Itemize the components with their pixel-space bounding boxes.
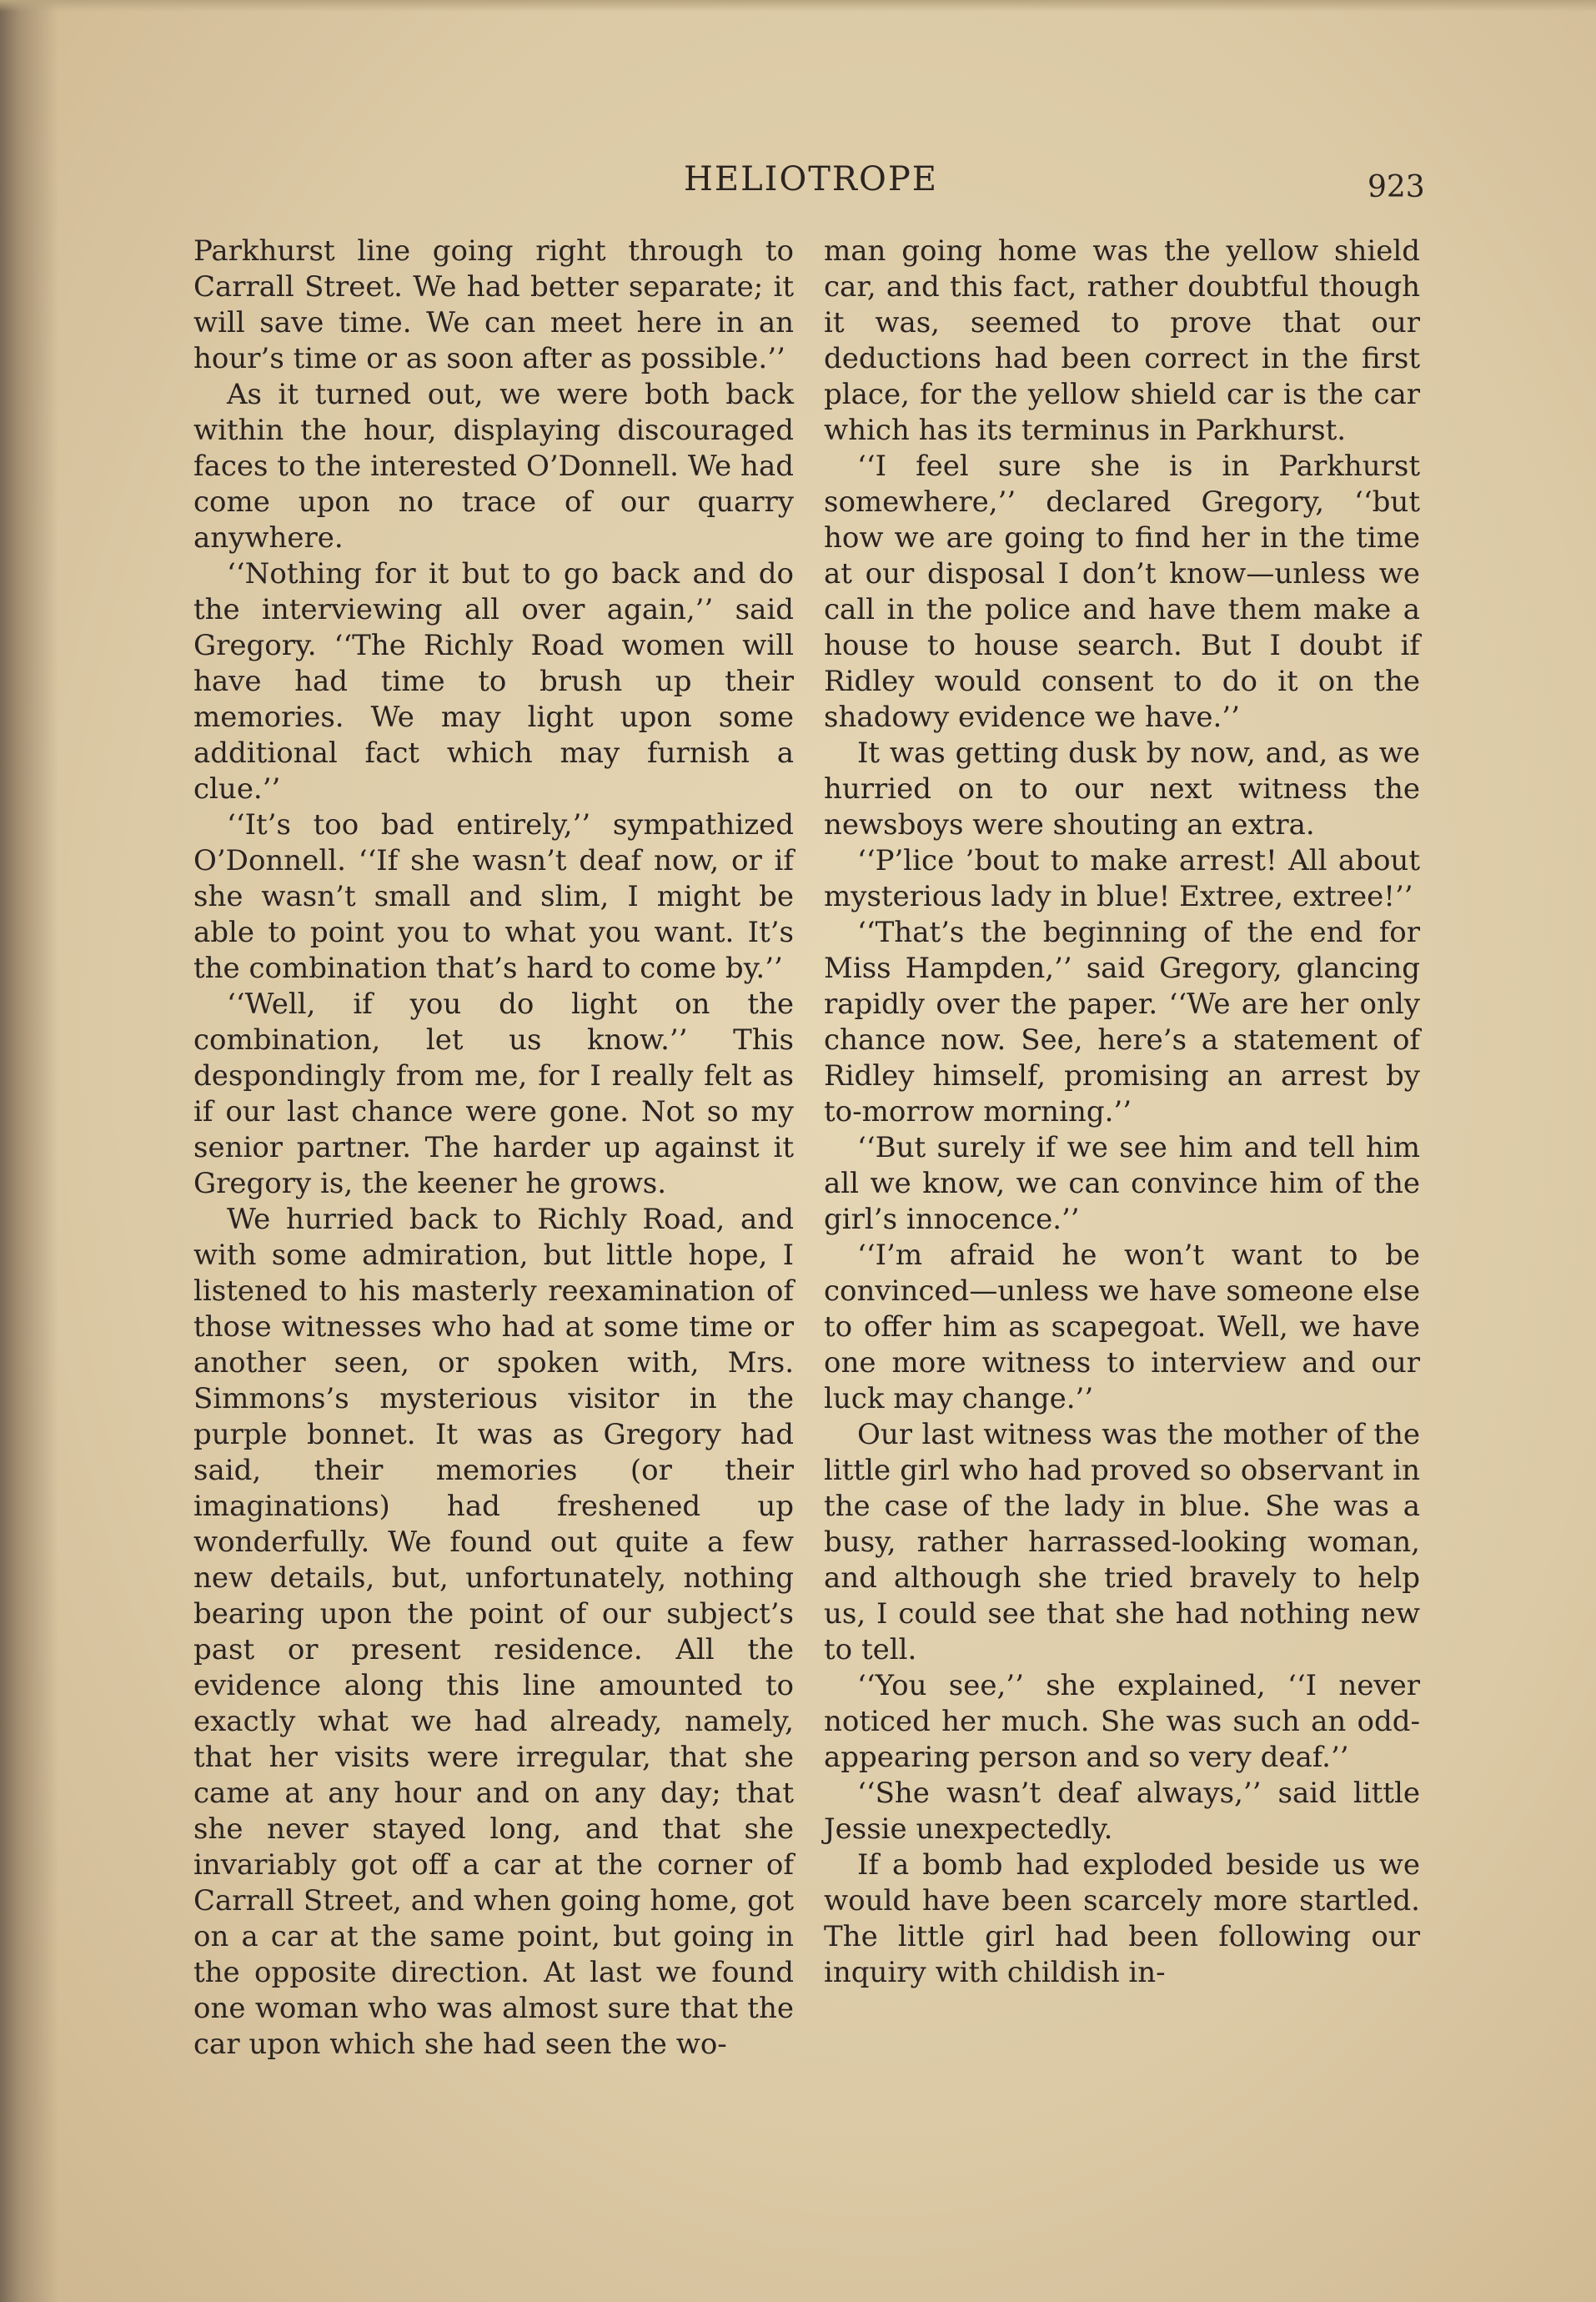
paragraph: ‘‘You see,’’ she explained, ‘‘I never noticed her much. She was such an odd-appearing person and so very deaf.’’ [824,1669,1420,1774]
paragraph: As it turned out, we were both back within the hour, displaying discouraged faces to the interested O’Donnell. We had come upon no trace of our quarry anywhere. [193,378,794,555]
paragraph: If a bomb had exploded beside us we would have been scarcely more startled. The little girl had been following our inquiry with childish in- [824,1848,1420,1989]
paragraph: ‘‘Nothing for it but to go back and do the interviewing all over again,’’ said Gregory. ‘‘The Richly Road women will have had time to brush up their memories. We may light upon some additional fact which may furnish a clue.’’ [193,557,794,806]
page-top-edge [0,0,1596,12]
paragraph: Parkhurst line going right through to Carrall Street. We had better separate; it will save time. We can meet here in an hour’s time or as soon after as possible.’’ [193,234,794,375]
paragraph: Our last witness was the mother of the little girl who had proved so observant in the case of the lady in blue. She was a busy, rather harrassed-looking woman, and although she tried bravely to help us, I could see that she had nothing new to tell. [824,1418,1420,1666]
running-title: HELIOTROPE [684,160,938,199]
paragraph: man going home was the yellow shield car, and this fact, rather doubtful though it was, seemed to prove that our deductions had been correct in the first place, for the yellow shield car is the car which has its terminus in Parkhurst. [824,234,1420,447]
page-number: 923 [1368,170,1425,204]
paragraph: We hurried back to Richly Road, and with some admiration, but little hope, I listened to his masterly reexamination of those witnesses who had at some time or another seen, or spoken with, Mrs. Simmons’s mysterious visitor in the purple bonnet. It was as Gregory had said, their memories (or their imaginations) had freshened up wonderfully. We found out quite a few new details, but, unfortunately, nothing bearing upon the point of our subject’s past or present residence. All the evidence along this line amounted to exactly what we had already, namely, that her visits were irregular, that she came at any hour and on any day; that she never stayed long, and that she invariably got off a car at the corner of Carrall Street, and when going home, got on a car at the same point, but going in the opposite direction. At last we found one woman who was almost sure that the car upon which she had seen the wo- [193,1203,794,2061]
paragraph: ‘‘It’s too bad entirely,’’ sympathized O’Donnell. ‘‘If she wasn’t deaf now, or if she wasn’t small and slim, I might be able to point you to what you want. It’s the combination that’s hard to come by.’’ [193,808,794,985]
binding-gutter-shadow [0,0,58,2302]
left-column [193,234,794,2063]
paragraph: ‘‘Well, if you do light on the combination, let us know.’’ This despondingly from me, for I really felt as if our last chance were gone. Not so my senior partner. The harder up against it Gregory is, the keener he grows. [193,988,794,1200]
paragraph: ‘‘P’lice ’bout to make arrest! All about mysterious lady in blue! Extree, extree!’’ [824,844,1420,913]
right-column [824,234,1420,1991]
paragraph: ‘‘She wasn’t deaf always,’’ said little Jessie unexpectedly. [824,1777,1420,1846]
paragraph: ‘‘But surely if we see him and tell him all we know, we can convince him of the girl’s innocence.’’ [824,1131,1420,1236]
paragraph: ‘‘I feel sure she is in Parkhurst somewhere,’’ declared Gregory, ‘‘but how we are going to find her in the time at our disposal I don’t know—unless we call in the police and have them make a house to house search. But I doubt if Ridley would consent to do it on the shadowy evidence we have.’’ [824,450,1420,734]
paragraph: ‘‘That’s the beginning of the end for Miss Hampden,’’ said Gregory, glancing rapidly over the paper. ‘‘We are her only chance now. See, here’s a statement of Ridley himself, promising an arrest by to-morrow morning.’’ [824,916,1420,1128]
paragraph: It was getting dusk by now, and, as we hurried on to our next witness the newsboys were shouting an extra. [824,736,1420,842]
paragraph: ‘‘I’m afraid he won’t want to be convinced—unless we have someone else to offer him as scapegoat. Well, we have one more witness to interview and our luck may change.’’ [824,1239,1420,1415]
